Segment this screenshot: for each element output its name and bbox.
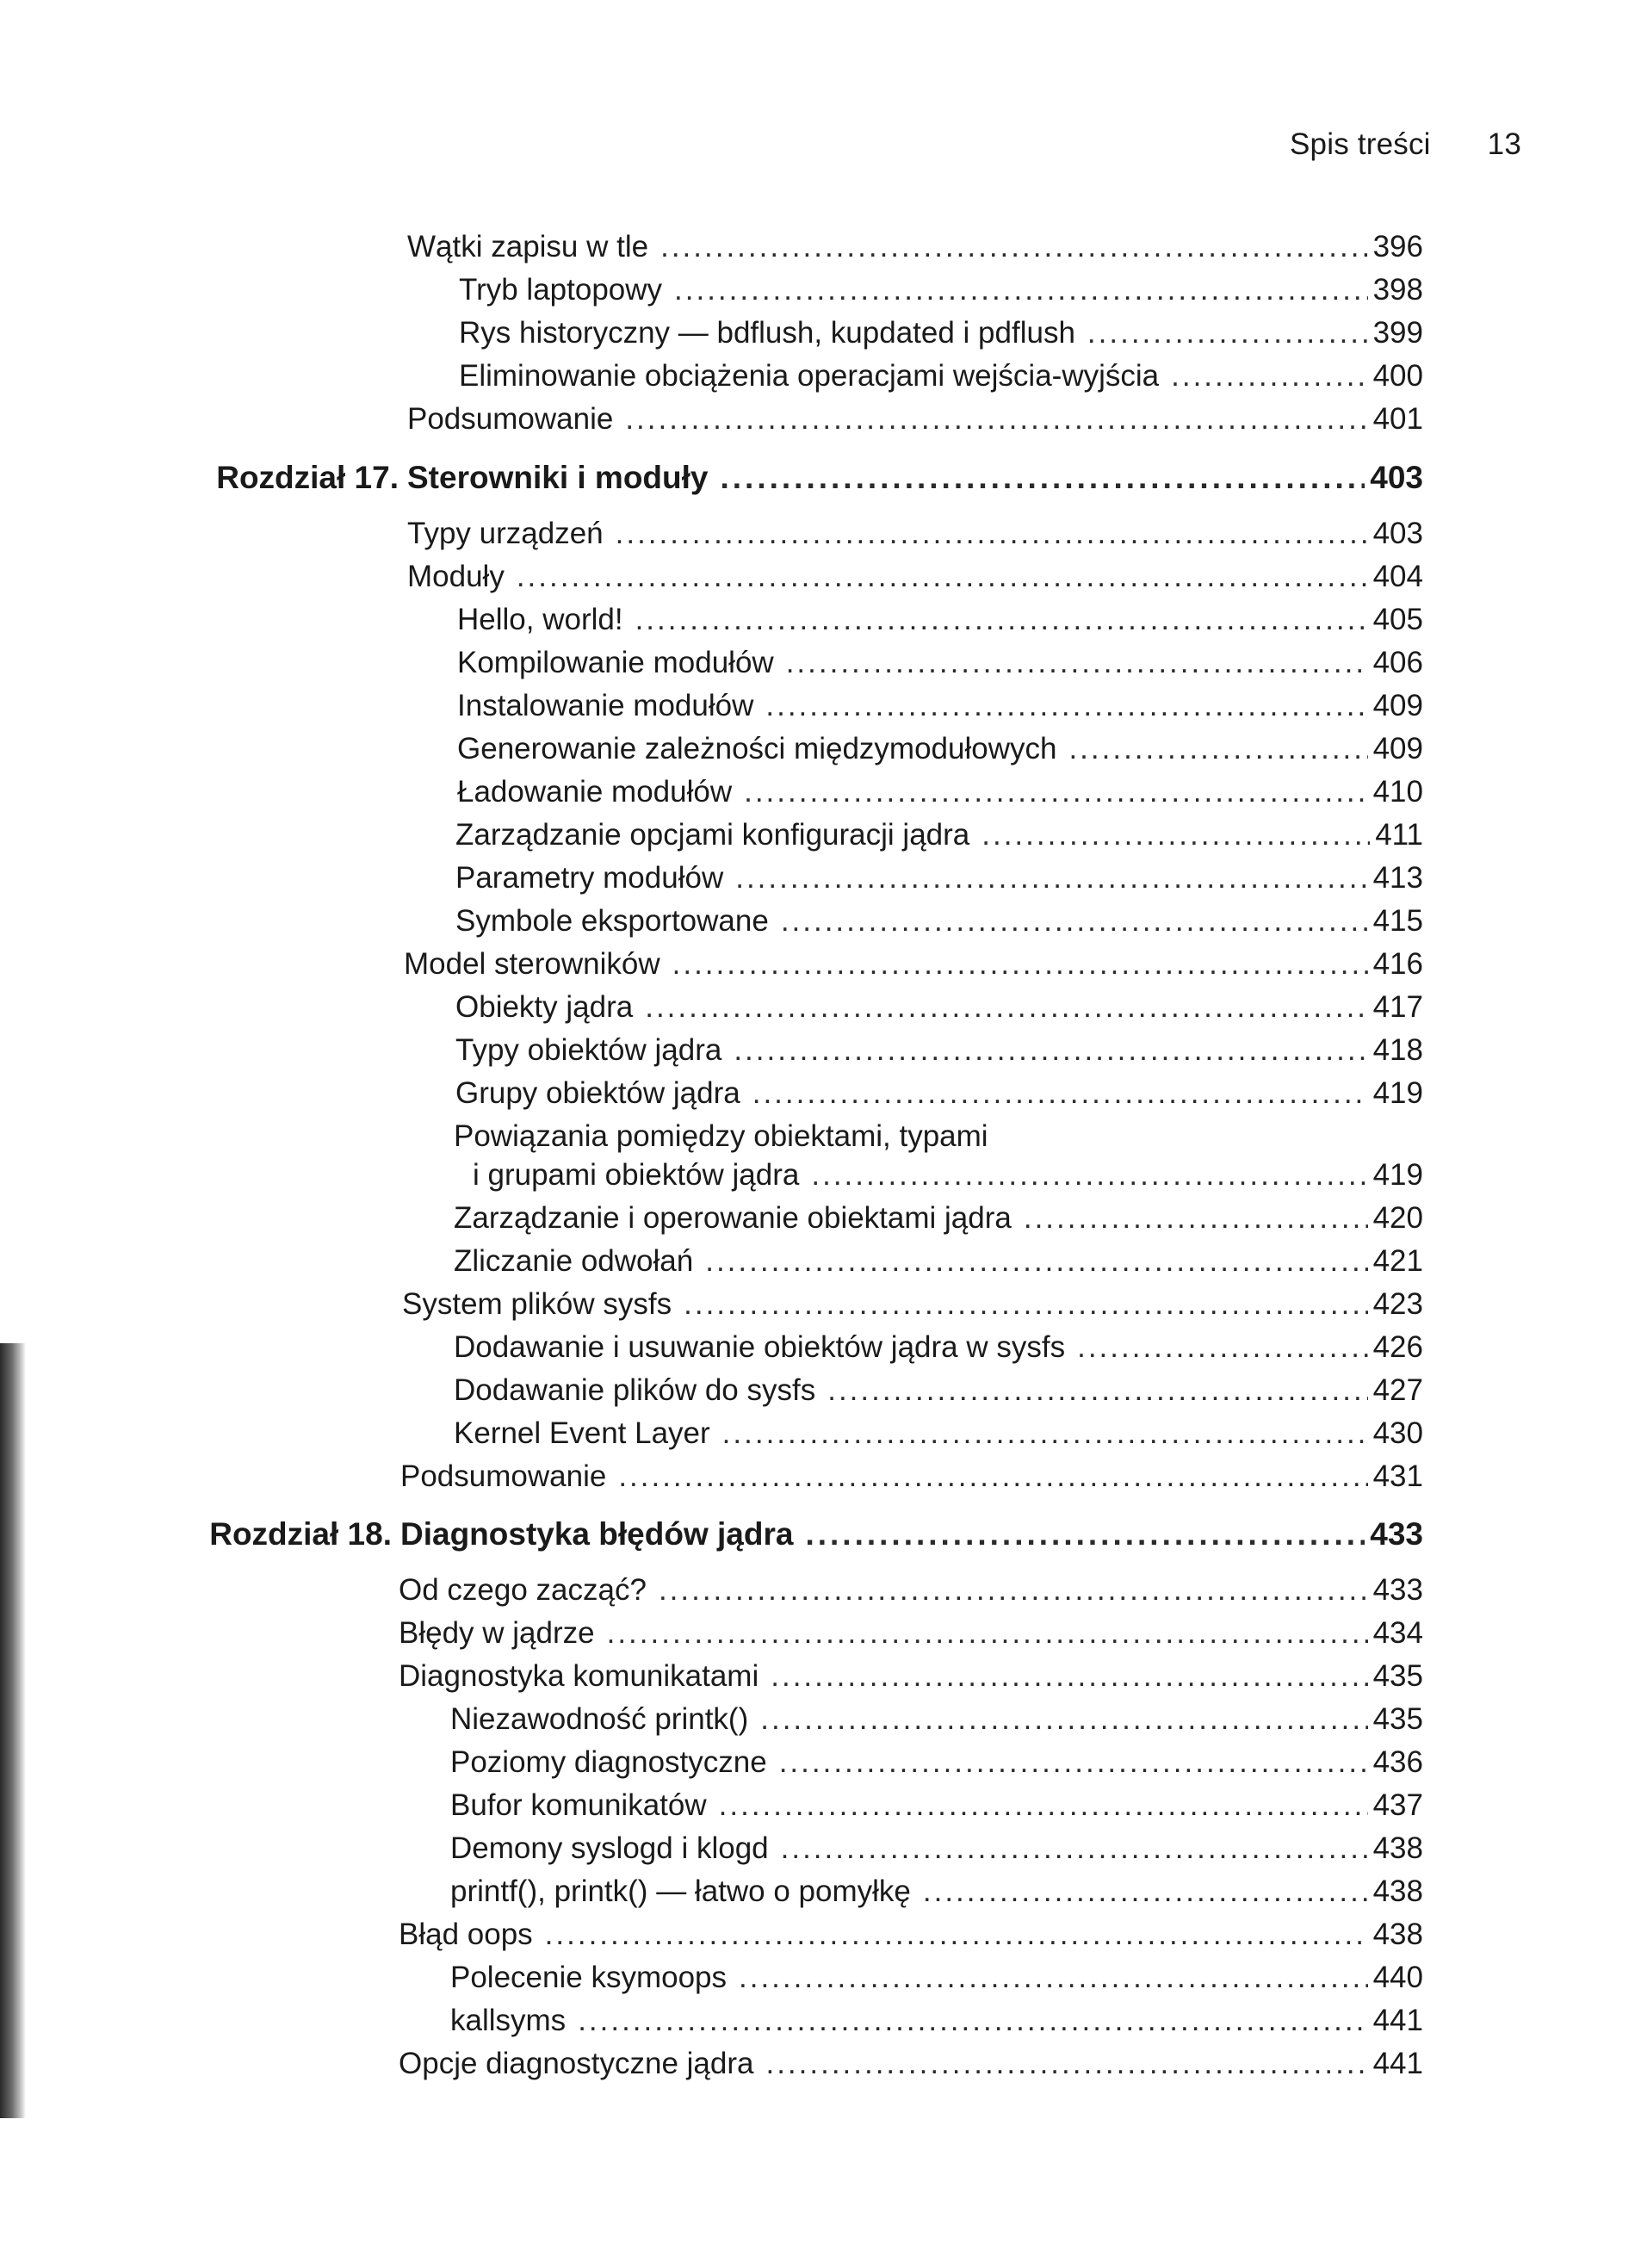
toc-entry bbox=[454, 1329, 1423, 1366]
toc-entry-title: Instalowanie modułów bbox=[457, 689, 754, 722]
toc-entry bbox=[454, 1242, 1423, 1280]
toc-entry-title: Podsumowanie bbox=[407, 402, 614, 436]
toc-entry-title: Dodawanie i usuwanie obiektów jądra w sysfs bbox=[454, 1330, 1066, 1364]
toc-entry-page: 438 bbox=[1372, 1875, 1423, 1908]
toc-entry bbox=[400, 1458, 1423, 1496]
toc-entry bbox=[399, 1658, 1423, 1695]
toc-entry-title: Tryb laptopowy bbox=[459, 273, 663, 307]
toc-entry bbox=[402, 1286, 1423, 1323]
toc-entry-title: Kompilowanie modułów bbox=[457, 646, 774, 679]
toc-entry bbox=[455, 1075, 1423, 1112]
dot-leader bbox=[781, 902, 1368, 940]
toc-chapter-entry bbox=[209, 1515, 1423, 1553]
toc-entry-page: 440 bbox=[1372, 1961, 1423, 1994]
dot-leader bbox=[760, 1701, 1367, 1738]
toc-entry-title: Błędy w jądrze bbox=[399, 1616, 595, 1650]
toc-entry bbox=[459, 357, 1423, 395]
toc-entry-title: Eliminowanie obciążenia operacjami wejścia-wyjścia bbox=[459, 359, 1160, 393]
toc-entry-page: 421 bbox=[1372, 1244, 1423, 1278]
dot-leader bbox=[645, 988, 1367, 1026]
toc-entry bbox=[407, 558, 1423, 596]
toc-entry bbox=[450, 1830, 1423, 1868]
toc-entry-title: kallsyms bbox=[450, 2004, 567, 2037]
toc-entry bbox=[459, 314, 1423, 352]
dot-leader bbox=[672, 945, 1368, 983]
dot-leader bbox=[982, 816, 1370, 854]
toc-entry-page: 433 bbox=[1370, 1516, 1423, 1552]
toc-entry-title: Błąd oops bbox=[399, 1918, 533, 1951]
toc-entry-title: Generowanie zależności międzymodułowych bbox=[457, 732, 1057, 765]
toc-entry bbox=[450, 1701, 1423, 1738]
running-header bbox=[1290, 127, 1521, 162]
toc-entry-page: 398 bbox=[1372, 273, 1423, 307]
toc-entry-page: 406 bbox=[1372, 646, 1423, 679]
toc-entry-page: 416 bbox=[1372, 947, 1423, 981]
toc-entry-title: Zarządzanie i operowanie obiektami jądra bbox=[454, 1201, 1012, 1235]
dot-leader bbox=[923, 1873, 1368, 1911]
toc-entry-page: 409 bbox=[1372, 732, 1423, 765]
dot-leader bbox=[517, 558, 1368, 596]
dot-leader bbox=[779, 1744, 1368, 1782]
toc-entry-page: 438 bbox=[1372, 1918, 1423, 1951]
toc-entry bbox=[399, 1916, 1423, 1954]
dot-leader bbox=[1068, 730, 1367, 768]
dot-leader bbox=[1024, 1199, 1368, 1237]
toc-entry bbox=[457, 730, 1423, 768]
dot-leader bbox=[1171, 357, 1367, 395]
toc-entry-title: Symbole eksportowane bbox=[455, 904, 769, 938]
toc-entry-title: Hello, world! bbox=[457, 603, 623, 636]
dot-leader bbox=[811, 1156, 1367, 1194]
toc-entry-page: 410 bbox=[1372, 775, 1423, 809]
dot-leader bbox=[1087, 314, 1368, 352]
dot-leader bbox=[705, 1242, 1367, 1280]
header-title: Spis treści bbox=[1290, 127, 1431, 161]
toc-entry bbox=[399, 1614, 1423, 1652]
toc-entry-title: Zliczanie odwołań bbox=[454, 1244, 694, 1278]
toc-entry bbox=[454, 1199, 1423, 1237]
toc-entry-page: 419 bbox=[1372, 1158, 1423, 1192]
toc-entry-title: Polecenie ksymoops bbox=[450, 1961, 727, 1994]
toc-entry-page: 401 bbox=[1372, 402, 1423, 436]
toc-entry bbox=[454, 1372, 1423, 1410]
toc-entry bbox=[455, 988, 1423, 1026]
chapter-number: Rozdział 17. bbox=[216, 460, 399, 495]
toc-entry-title: Kernel Event Layer bbox=[454, 1416, 710, 1450]
dot-leader bbox=[771, 1658, 1367, 1695]
toc-entry-title: Wątki zapisu w tle bbox=[407, 230, 649, 263]
toc-entry-page: 437 bbox=[1372, 1788, 1423, 1822]
dot-leader bbox=[786, 644, 1368, 682]
toc-entry bbox=[450, 2002, 1423, 2040]
toc-entry bbox=[404, 945, 1423, 983]
toc-entry-page: 427 bbox=[1372, 1373, 1423, 1407]
toc-entry-page: 405 bbox=[1372, 603, 1423, 636]
toc-entry-page: 435 bbox=[1372, 1659, 1423, 1693]
dot-leader bbox=[616, 515, 1368, 553]
toc-entry-title: Od czego zacząć? bbox=[399, 1573, 647, 1607]
dot-leader bbox=[752, 1075, 1368, 1112]
toc-entry-title: printf(), printk() — łatwo o pomyłkę bbox=[450, 1875, 911, 1908]
toc-entry-page: 435 bbox=[1372, 1702, 1423, 1736]
toc-entry-page: 413 bbox=[1372, 861, 1423, 895]
toc-entry-title: Parametry modułów bbox=[455, 861, 724, 895]
toc-entry-title-continued: i grupami obiektów jądra bbox=[473, 1158, 800, 1192]
toc-entry-title: Powiązania pomiędzy obiektami, typami bbox=[454, 1119, 988, 1153]
toc-entry bbox=[454, 1415, 1423, 1453]
toc-chapter-entry bbox=[216, 459, 1423, 497]
toc-chapter-title: Sterowniki i moduły bbox=[407, 460, 709, 495]
toc-entry bbox=[450, 1744, 1423, 1782]
toc-entry-title: Demony syslogd i klogd bbox=[450, 1831, 769, 1865]
dot-leader bbox=[765, 2045, 1367, 2083]
dot-leader bbox=[805, 1515, 1365, 1553]
toc-entry-page: 418 bbox=[1372, 1033, 1423, 1067]
toc-chapter-title: Diagnostyka błędów jądra bbox=[400, 1516, 794, 1552]
toc-entry-title: Dodawanie plików do sysfs bbox=[454, 1373, 816, 1407]
toc-entry bbox=[407, 228, 1423, 266]
toc-entry-title: Niezawodność printk() bbox=[450, 1702, 749, 1736]
toc-entry bbox=[455, 816, 1423, 854]
toc-entry-page: 415 bbox=[1372, 904, 1423, 938]
toc-entry bbox=[457, 601, 1423, 639]
toc-entry-title: Zarządzanie opcjami konfiguracji jądra bbox=[455, 818, 970, 852]
toc-entry-page: 431 bbox=[1372, 1459, 1423, 1493]
chapter-number: Rozdział 18. bbox=[209, 1516, 392, 1552]
toc-entry-title: Diagnostyka komunikatami bbox=[399, 1659, 759, 1693]
toc-entry-title: Typy obiektów jądra bbox=[455, 1033, 722, 1067]
toc-entry-title: Poziomy diagnostyczne bbox=[450, 1745, 767, 1779]
toc-entry bbox=[457, 773, 1423, 811]
toc-entry-page: 441 bbox=[1372, 2004, 1423, 2037]
header-page-number: 13 bbox=[1487, 127, 1521, 161]
toc-entry-page: 400 bbox=[1372, 359, 1423, 393]
dot-leader bbox=[1077, 1329, 1368, 1366]
dot-leader bbox=[735, 859, 1367, 897]
dot-leader bbox=[578, 2002, 1367, 2040]
toc-entry-page: 441 bbox=[1372, 2047, 1423, 2080]
toc-entry bbox=[399, 2045, 1423, 2083]
toc-entry-page: 420 bbox=[1372, 1201, 1423, 1235]
dot-leader bbox=[659, 1571, 1368, 1609]
toc-entry-page: 433 bbox=[1372, 1573, 1423, 1607]
toc-entry-page: 417 bbox=[1372, 990, 1423, 1024]
toc-entry bbox=[450, 1787, 1423, 1825]
toc-entry bbox=[450, 1959, 1423, 1997]
book-spine-shadow bbox=[0, 1343, 26, 2118]
toc-entry bbox=[455, 859, 1423, 897]
toc-entry-page: 396 bbox=[1372, 230, 1423, 263]
toc-entry bbox=[407, 400, 1423, 438]
toc-entry bbox=[459, 271, 1423, 309]
dot-leader bbox=[722, 1415, 1368, 1453]
toc-entry bbox=[455, 902, 1423, 940]
toc-entry-page: 411 bbox=[1375, 818, 1423, 852]
dot-leader bbox=[765, 687, 1367, 725]
toc-entry-page: 434 bbox=[1372, 1616, 1423, 1650]
dot-leader bbox=[607, 1614, 1368, 1652]
toc-entry-page: 430 bbox=[1372, 1416, 1423, 1450]
toc-entry-page: 436 bbox=[1372, 1745, 1423, 1779]
toc-entry-page: 399 bbox=[1372, 316, 1423, 350]
toc-entry-page: 438 bbox=[1372, 1831, 1423, 1865]
toc-entry bbox=[457, 644, 1423, 682]
toc-entry-page: 403 bbox=[1370, 460, 1423, 495]
toc-entry-title: Rys historyczny — bdflush, kupdated i pdflush bbox=[459, 316, 1075, 350]
toc-entry-title: Opcje diagnostyczne jądra bbox=[399, 2047, 754, 2080]
dot-leader bbox=[827, 1372, 1367, 1410]
dot-leader bbox=[674, 271, 1368, 309]
toc-entry bbox=[473, 1156, 1423, 1194]
toc-entry-title: Grupy obiektów jądra bbox=[455, 1076, 740, 1110]
dot-leader bbox=[618, 1458, 1367, 1496]
toc-entry bbox=[455, 1032, 1423, 1069]
dot-leader bbox=[721, 459, 1365, 497]
dot-leader bbox=[545, 1916, 1368, 1954]
toc-entry bbox=[450, 1873, 1423, 1911]
toc-entry-title: System plików sysfs bbox=[402, 1287, 672, 1321]
toc-entry bbox=[407, 515, 1423, 553]
toc-entry-title: Bufor komunikatów bbox=[450, 1788, 707, 1822]
dot-leader bbox=[744, 773, 1367, 811]
toc-entry-title: Model sterowników bbox=[404, 947, 660, 981]
toc-entry-title: Typy urządzeń bbox=[407, 517, 604, 550]
toc-entry-page: 419 bbox=[1372, 1076, 1423, 1110]
dot-leader bbox=[734, 1032, 1367, 1069]
dot-leader bbox=[684, 1286, 1367, 1323]
toc-entry-page: 403 bbox=[1372, 517, 1423, 550]
toc-entry-title: Moduły bbox=[407, 560, 505, 593]
toc-entry-title: Obiekty jądra bbox=[455, 990, 634, 1024]
dot-leader bbox=[660, 228, 1368, 266]
toc-entry-page: 404 bbox=[1372, 560, 1423, 593]
dot-leader bbox=[739, 1959, 1368, 1997]
toc-entry-title: Podsumowanie bbox=[400, 1459, 607, 1493]
dot-leader bbox=[781, 1830, 1368, 1868]
dot-leader bbox=[719, 1787, 1368, 1825]
toc-entry-page: 423 bbox=[1372, 1287, 1423, 1321]
toc-entry-title: Ładowanie modułów bbox=[457, 775, 733, 809]
toc-entry-page: 409 bbox=[1372, 689, 1423, 722]
toc-entry-page: 426 bbox=[1372, 1330, 1423, 1364]
dot-leader bbox=[635, 601, 1368, 639]
toc-entry bbox=[399, 1571, 1423, 1609]
dot-leader bbox=[625, 400, 1367, 438]
toc-entry bbox=[457, 687, 1423, 725]
